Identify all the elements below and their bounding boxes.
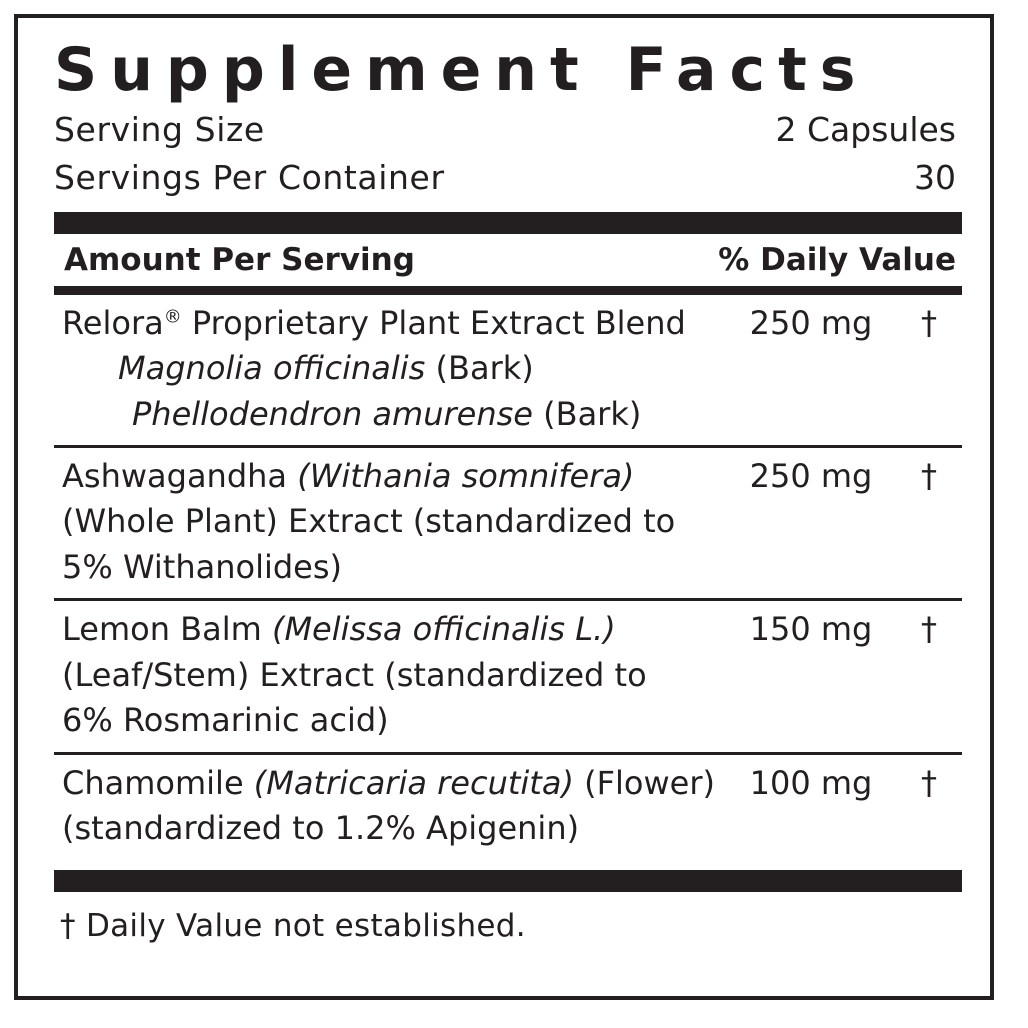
- supplement-facts-panel: [14, 14, 994, 1000]
- daily-value-header: % Daily Value: [718, 241, 956, 278]
- ingredient-subline: Phellodendron amurense (Bark): [132, 394, 642, 433]
- ingredient-table: [54, 295, 962, 860]
- ingredient-daily-value: †: [921, 303, 937, 342]
- ingredient-amount: 100 mg: [749, 763, 873, 802]
- ingredient-name: Relora® Proprietary Plant Extract Blend: [62, 303, 686, 342]
- ingredient-name: Ashwagandha (Withania somnifera) (Whole Plant) Extract (standardized to 5% Withanolides): [62, 457, 676, 586]
- ingredient-main-line: [54, 454, 962, 590]
- servings-per-container-label: Servings Per Container: [54, 157, 445, 197]
- ingredient-row: [54, 752, 962, 860]
- servings-per-container-row: [54, 154, 962, 202]
- ingredient-daily-value: †: [921, 457, 937, 495]
- ingredient-main-line: [54, 607, 962, 743]
- serving-size-row: [54, 106, 962, 154]
- ingredient-name: Chamomile (Matricaria recutita) (Flower) (standardized to 1.2% Apigenin): [62, 763, 715, 848]
- ingredient-amount: 250 mg: [749, 303, 873, 342]
- ingredient-row: [54, 598, 962, 751]
- amount-per-serving-header: Amount Per Serving: [64, 241, 415, 278]
- page-title: Supplement Facts: [54, 35, 869, 105]
- ingredient-daily-value: †: [921, 763, 937, 802]
- serving-size-value: 2 Capsules: [775, 110, 956, 149]
- ingredient-name: Lemon Balm (Melissa officinalis L.) (Leaf/Stem) Extract (standardized to 6% Rosmarinic acid): [62, 610, 647, 740]
- ingredient-main-line: [54, 761, 962, 852]
- divider-thick-bottom: [54, 870, 962, 892]
- table-header-row: [54, 234, 962, 284]
- serving-size-label: Serving Size: [54, 110, 265, 149]
- ingredient-row: [54, 295, 962, 445]
- ingredient-row: [54, 445, 962, 598]
- ingredient-main-line: [54, 301, 962, 346]
- ingredient-daily-value: †: [921, 610, 937, 649]
- ingredient-amount: 150 mg: [749, 610, 873, 649]
- divider-mid: [54, 286, 962, 295]
- supplement-facts-content: [54, 35, 962, 980]
- divider-thick-top: [54, 212, 962, 234]
- ingredient-amount: 250 mg: [749, 457, 873, 495]
- ingredient-subline: Magnolia officinalis (Bark): [118, 349, 534, 388]
- servings-per-container-value: 30: [914, 157, 956, 197]
- footnote: † Daily Value not established.: [60, 907, 526, 944]
